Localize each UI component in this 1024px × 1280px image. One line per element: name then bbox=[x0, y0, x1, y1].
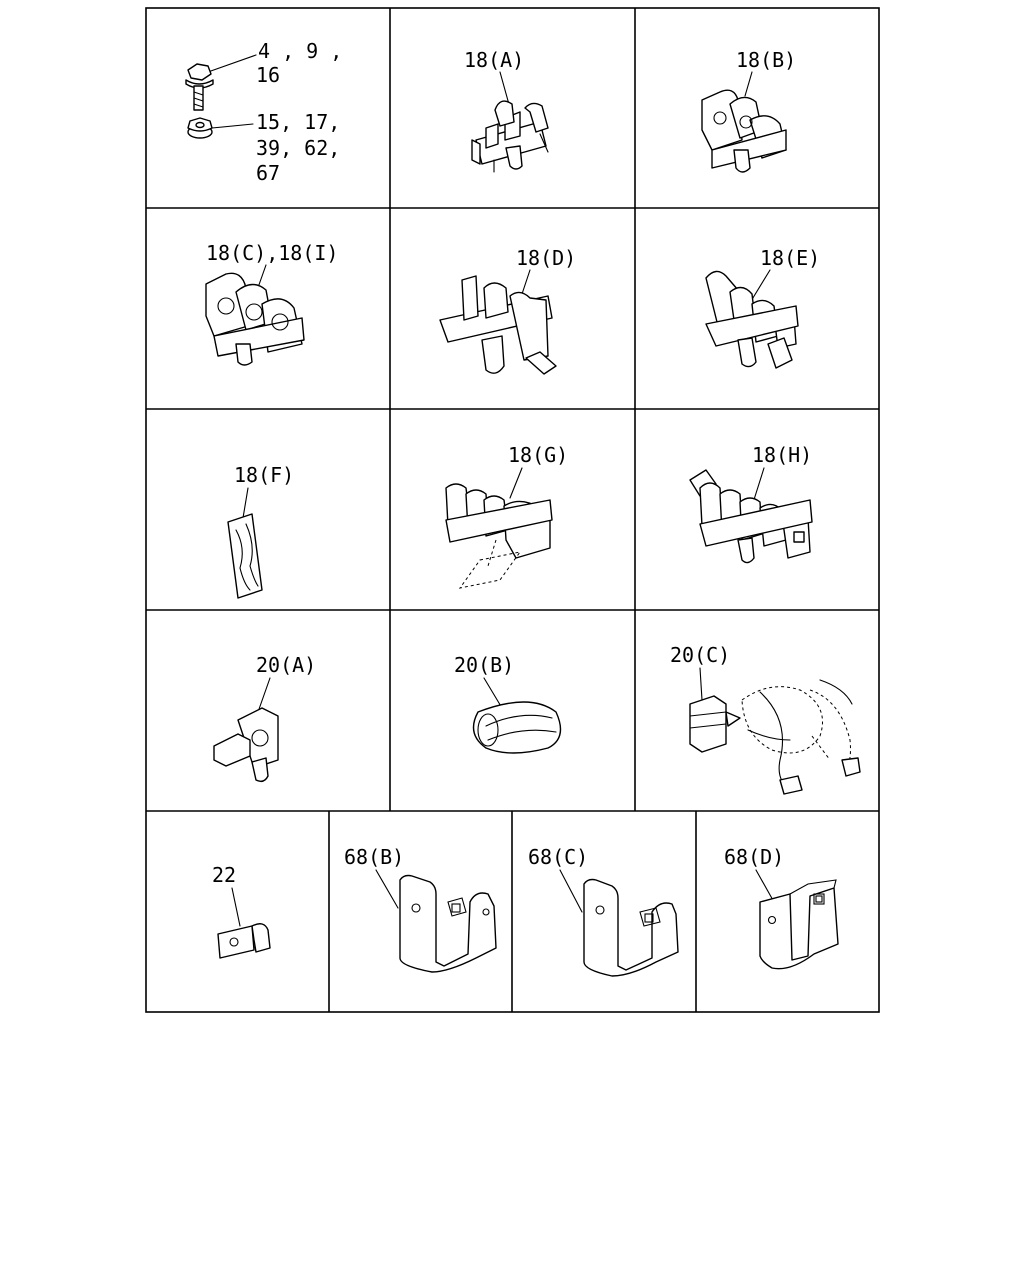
cell-bracket-68d bbox=[724, 845, 838, 969]
callout-bolt-line1: 4 , 9 , bbox=[258, 39, 343, 63]
callout-nut-line1: 15, 17, bbox=[256, 110, 341, 134]
label-18b: 18(B) bbox=[736, 48, 797, 72]
clip-20b-icon bbox=[474, 702, 561, 753]
cell-clip-20c bbox=[670, 643, 860, 794]
bracket-68c-icon bbox=[584, 880, 678, 977]
cell-clip-20b bbox=[454, 653, 561, 753]
label-18f: 18(F) bbox=[234, 463, 295, 487]
cell-clip-18h bbox=[690, 443, 812, 563]
clip-20a-icon bbox=[214, 708, 278, 781]
callout-nut-line2: 39, 62, bbox=[256, 136, 341, 160]
label-18e: 18(E) bbox=[760, 246, 821, 270]
callout-nut-line3: 67 bbox=[256, 161, 281, 185]
cell-bolt-nut bbox=[186, 39, 342, 185]
clip-18a-icon bbox=[472, 101, 548, 172]
cell-clip-18c-18i bbox=[206, 241, 338, 365]
cell-clip-20a bbox=[214, 653, 316, 781]
label-68c: 68(C) bbox=[528, 845, 589, 869]
flange-bolt-icon bbox=[186, 64, 213, 110]
harness-detail-icon bbox=[742, 680, 860, 794]
label-20c: 20(C) bbox=[670, 643, 731, 667]
label-20a: 20(A) bbox=[256, 653, 317, 677]
cell-bracket-68c bbox=[528, 845, 678, 976]
clip-18e-icon bbox=[706, 271, 798, 368]
clip-18h-icon bbox=[690, 470, 812, 563]
clip-18f-icon bbox=[228, 514, 262, 598]
bracket-68d-icon bbox=[760, 880, 838, 969]
flange-nut-icon bbox=[188, 118, 212, 138]
label-18d: 18(D) bbox=[516, 246, 577, 270]
label-18a: 18(A) bbox=[464, 48, 525, 72]
cell-clip-18e bbox=[706, 246, 820, 368]
label-18h: 18(H) bbox=[752, 443, 813, 467]
cell-clip-18b bbox=[702, 48, 796, 172]
cell-bracket-68b bbox=[344, 845, 496, 972]
clip-18b-icon bbox=[702, 90, 786, 172]
label-22: 22 bbox=[212, 863, 237, 887]
callout-bolt-line2: 16 bbox=[256, 63, 281, 87]
clip-18g-icon bbox=[446, 484, 552, 588]
clip-20c-icon bbox=[690, 696, 740, 752]
label-68b: 68(B) bbox=[344, 845, 405, 869]
cell-clip-18f bbox=[228, 463, 294, 598]
cell-bracket-22 bbox=[212, 863, 270, 958]
clip-18d-icon bbox=[440, 276, 556, 374]
label-20b: 20(B) bbox=[454, 653, 515, 677]
cell-clip-18d bbox=[440, 246, 576, 374]
bracket-22-icon bbox=[218, 924, 270, 958]
cell-clip-18a bbox=[464, 48, 548, 172]
label-68d: 68(D) bbox=[724, 845, 785, 869]
cell-clip-18g bbox=[446, 443, 568, 588]
bracket-68b-icon bbox=[400, 876, 496, 973]
label-18c-18i: 18(C),18(I) bbox=[206, 241, 339, 265]
label-18g: 18(G) bbox=[508, 443, 569, 467]
clip-18c-icon bbox=[206, 273, 304, 365]
